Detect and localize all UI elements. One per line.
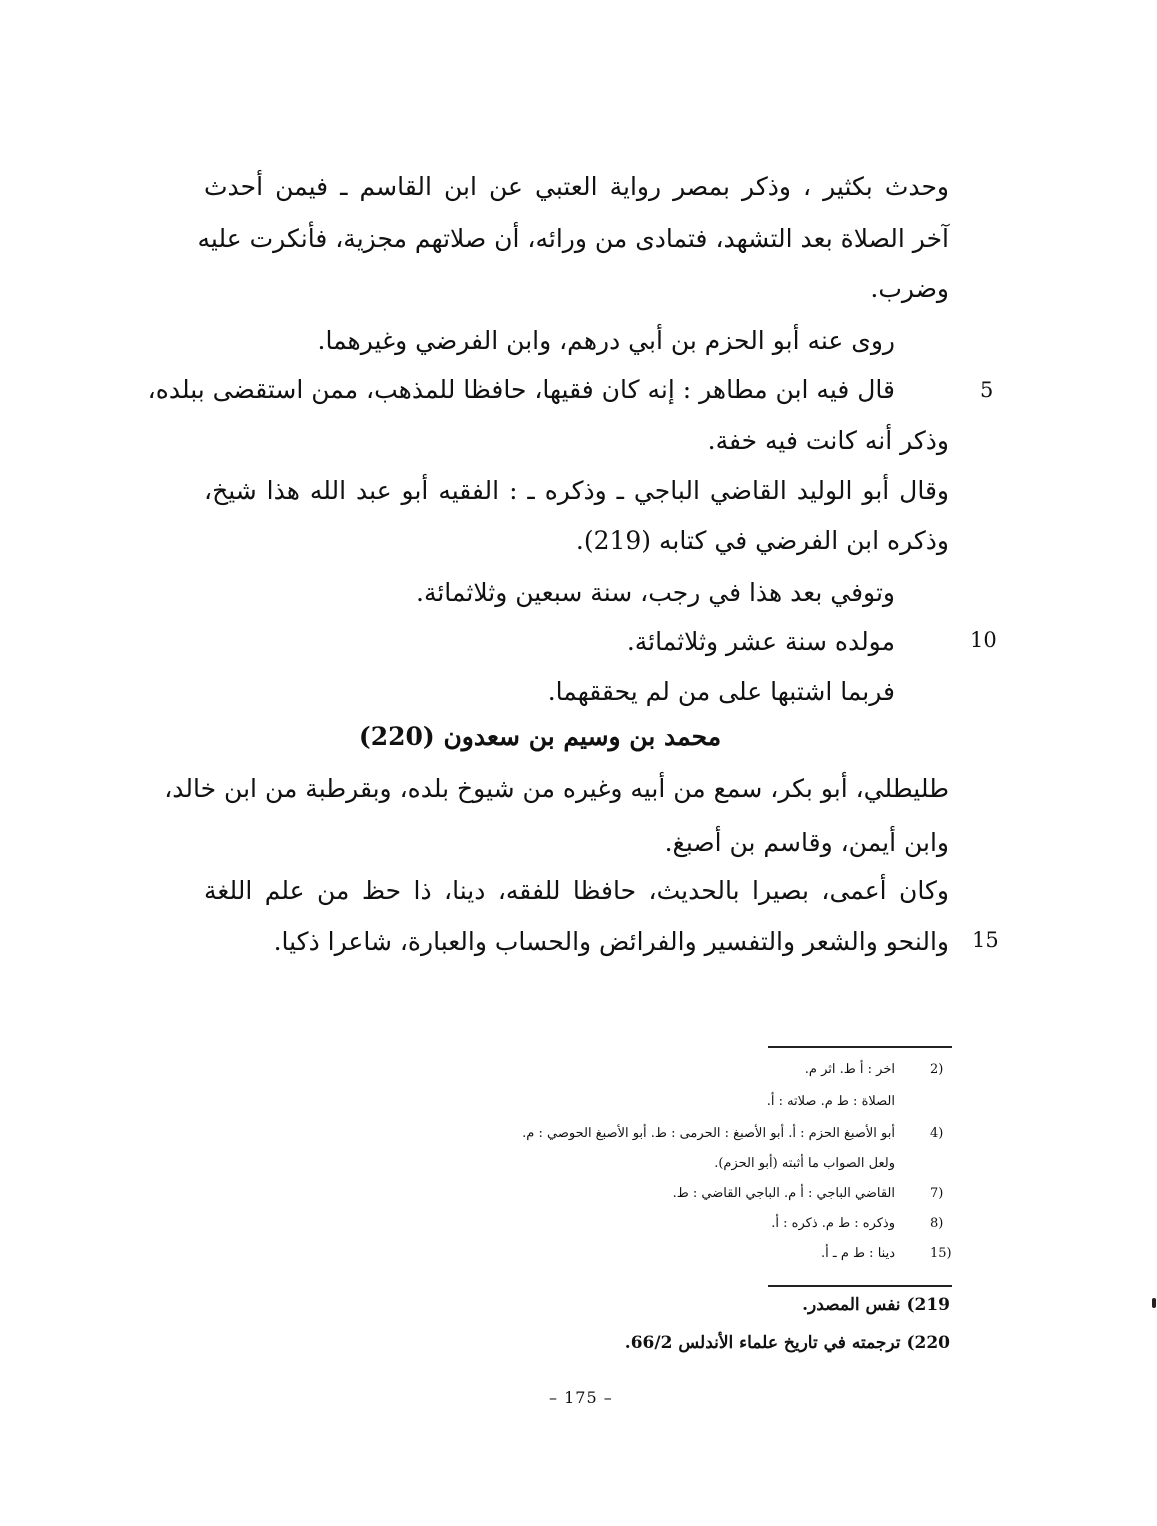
apparatus-num-15: 15) <box>930 1246 952 1261</box>
line-number-15: 15 <box>972 928 999 952</box>
body-line-2: آخر الصلاة بعد التشهد، فتمادى من ورائه، أن صلاتهم مجزية، فأنكرت عليه <box>197 224 949 253</box>
apparatus-line: دينا : ط م ـ أ. <box>821 1246 895 1261</box>
body-line-14: وكان أعمى، بصيرا بالحديث، حافظا للفقه، دينا، ذا حظ من علم اللغة <box>204 876 949 905</box>
body-line-9: وتوفي بعد هذا في رجب، سنة سبعين وثلاثمائة. <box>416 578 895 607</box>
body-line-7: وقال أبو الوليد القاضي الباجي ـ وذكره ـ : الفقيه أبو عبد الله هذا شيخ، <box>204 476 949 505</box>
line-number-10: 10 <box>970 628 997 652</box>
body-line-1: وحدث بكثير ، وذكر بمصر رواية العتبي عن ابن القاسم ـ فيمن أحدث <box>204 172 949 201</box>
apparatus-num-2: 2) <box>930 1062 944 1077</box>
body-line-3: وضرب. <box>870 274 949 303</box>
body-line-5: قال فيه ابن مطاهر : إنه كان فقيها، حافظا للمذهب، ممن استقضى ببلده، <box>147 375 895 404</box>
apparatus-num-4: 4) <box>930 1126 944 1141</box>
source-note-220: 220) ترجمته في تاريخ علماء الأندلس 66/2. <box>624 1333 950 1353</box>
apparatus-line: الصلاة : ط م. صلاته : أ. <box>766 1094 895 1109</box>
apparatus-line: وذكره : ط م. ذكره : أ. <box>771 1216 895 1231</box>
source-note-219: 219) نفس المصدر. <box>802 1295 950 1315</box>
apparatus-num-7: 7) <box>930 1186 944 1201</box>
body-line-13: وابن أيمن، وقاسم بن أصبغ. <box>664 828 949 857</box>
apparatus-line: أبو الأصبغ الحزم : أ. أبو الأصبغ : الحرمى : ط. أبو الأصبغ الحوصي : م. <box>522 1126 895 1141</box>
body-line-10: مولده سنة عشر وثلاثمائة. <box>626 627 895 656</box>
apparatus-line: ولعل الصواب ما أثبته (أبو الحزم). <box>714 1156 895 1171</box>
body-line-15: والنحو والشعر والتفسير والفرائض والحساب والعبارة، شاعرا ذكيا. <box>273 927 949 956</box>
body-line-8: وذكره ابن الفرضي في كتابه (219). <box>575 526 949 555</box>
body-line-4: روى عنه أبو الحزم بن أبي درهم، وابن الفرضي وغيرهما. <box>317 326 895 355</box>
apparatus-num-8: 8) <box>930 1216 944 1231</box>
scan-speck <box>1152 1298 1156 1308</box>
body-line-6: وذكر أنه كانت فيه خفة. <box>707 426 949 455</box>
page-number: – 175 – <box>549 1388 613 1407</box>
body-line-12: طليطلي، أبو بكر، سمع من أبيه وغيره من شيوخ بلده، وبقرطبة من ابن خالد، <box>164 774 949 803</box>
apparatus-line: اخر : أ ط. اثر م. <box>804 1062 895 1077</box>
entry-heading: محمد بن وسيم بن سعدون (220) <box>358 722 722 751</box>
apparatus-line: القاضي الباجي : أ م. الباجي القاضي : ط. <box>672 1186 895 1201</box>
body-line-11: فربما اشتبها على من لم يحققهما. <box>547 677 895 706</box>
line-number-5: 5 <box>980 378 994 402</box>
sources-rule <box>768 1285 952 1287</box>
apparatus-rule <box>768 1046 952 1048</box>
